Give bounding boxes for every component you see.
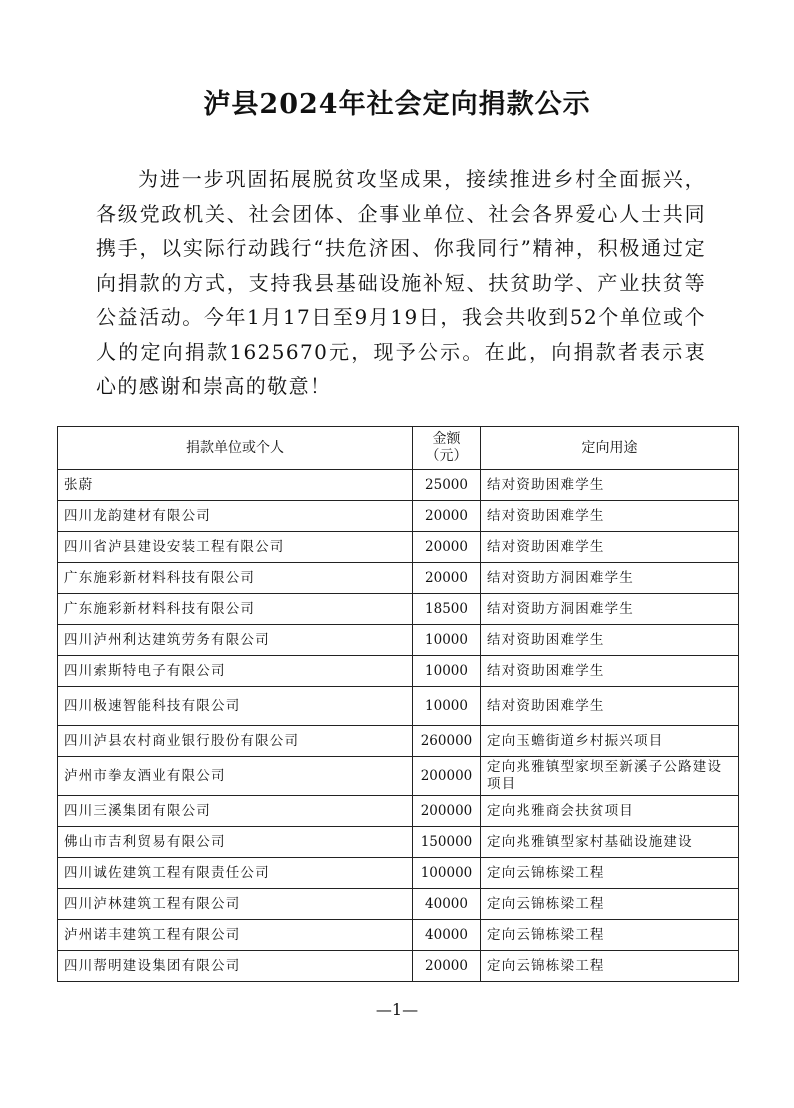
table-row — [58, 726, 739, 757]
purpose-cell: 结对资助困难学生 — [481, 501, 739, 532]
amount-cell: 25000 — [413, 470, 481, 501]
purpose-cell: 定向玉蟾街道乡村振兴项目 — [481, 726, 739, 757]
donor-cell: 四川三溪集团有限公司 — [58, 796, 413, 827]
table-row — [58, 920, 739, 951]
table-row — [58, 532, 739, 563]
amount-cell: 200000 — [413, 757, 481, 796]
table-row — [58, 951, 739, 982]
donor-cell: 四川泸县农村商业银行股份有限公司 — [58, 726, 413, 757]
purpose-cell: 结对资助困难学生 — [481, 470, 739, 501]
amount-cell: 18500 — [413, 594, 481, 625]
page-title: 泸县2024年社会定向捐款公示 — [203, 89, 591, 120]
purpose-cell: 结对资助困难学生 — [481, 687, 739, 726]
donor-cell: 四川极速智能科技有限公司 — [58, 687, 413, 726]
purpose-cell: 结对资助困难学生 — [481, 656, 739, 687]
purpose-cell: 定向云锦栋梁工程 — [481, 858, 739, 889]
table-row — [58, 501, 739, 532]
donor-cell: 四川泸州利达建筑劳务有限公司 — [58, 625, 413, 656]
table-row — [58, 827, 739, 858]
purpose-cell: 定向兆雅商会扶贫项目 — [481, 796, 739, 827]
table-row — [58, 625, 739, 656]
donor-cell: 泸州市拳友酒业有限公司 — [58, 757, 413, 796]
table-row — [58, 796, 739, 827]
table-row — [58, 594, 739, 625]
donor-cell: 四川诚佐建筑工程有限责任公司 — [58, 858, 413, 889]
amount-cell: 40000 — [413, 920, 481, 951]
donor-cell: 泸州诺丰建筑工程有限公司 — [58, 920, 413, 951]
table-row — [58, 687, 739, 726]
donor-cell: 广东施彩新材料科技有限公司 — [58, 594, 413, 625]
purpose-cell: 结对资助方洞困难学生 — [481, 563, 739, 594]
table-row — [58, 858, 739, 889]
purpose-cell: 结对资助方洞困难学生 — [481, 594, 739, 625]
donation-table — [57, 426, 739, 982]
header-amount — [413, 427, 481, 470]
amount-cell: 200000 — [413, 796, 481, 827]
donor-cell: 四川索斯特电子有限公司 — [58, 656, 413, 687]
amount-cell: 260000 — [413, 726, 481, 757]
amount-cell: 10000 — [413, 625, 481, 656]
purpose-cell: 定向云锦栋梁工程 — [481, 951, 739, 982]
header-amount-label: 金额 — [432, 431, 461, 447]
header-donor: 捐款单位或个人 — [58, 427, 413, 470]
purpose-cell: 定向云锦栋梁工程 — [481, 889, 739, 920]
donor-cell: 佛山市吉利贸易有限公司 — [58, 827, 413, 858]
amount-cell: 10000 — [413, 656, 481, 687]
purpose-cell: 定向兆雅镇型家坝至新溪子公路建设项目 — [481, 757, 739, 796]
amount-cell: 100000 — [413, 858, 481, 889]
donor-cell: 四川泸林建筑工程有限公司 — [58, 889, 413, 920]
page-number: —1— — [375, 1000, 419, 1019]
amount-cell: 150000 — [413, 827, 481, 858]
header-amount-unit: （元） — [425, 448, 468, 464]
amount-cell: 20000 — [413, 532, 481, 563]
purpose-cell: 结对资助困难学生 — [481, 532, 739, 563]
table-row — [58, 656, 739, 687]
donor-cell: 张蔚 — [58, 470, 413, 501]
amount-cell: 10000 — [413, 687, 481, 726]
table-row — [58, 563, 739, 594]
amount-cell: 20000 — [413, 501, 481, 532]
table-row — [58, 757, 739, 796]
purpose-cell: 结对资助困难学生 — [481, 625, 739, 656]
donor-cell: 广东施彩新材料科技有限公司 — [58, 563, 413, 594]
amount-cell: 40000 — [413, 889, 481, 920]
purpose-cell: 定向兆雅镇型家村基础设施建设 — [481, 827, 739, 858]
donor-cell: 四川帮明建设集团有限公司 — [58, 951, 413, 982]
donor-cell: 四川龙韵建材有限公司 — [58, 501, 413, 532]
intro-paragraph: 为进一步巩固拓展脱贫攻坚成果，接续推进乡村全面振兴，各级党政机关、社会团体、企事业单位、社会各界爱心人士共同携手，以实际行动践行“扶危济困、你我同行”精神，积极通过定向捐款的方式，支持我县基础设施补短、扶贫助学、产业扶贫等公益活动。今年1月17日至9月19日，我会共收到52个单位或个人的定向捐款1625670元，现予公示。在此，向捐款者表示衷心的感谢和崇高的敬意！ — [96, 167, 706, 398]
amount-cell: 20000 — [413, 563, 481, 594]
header-purpose: 定向用途 — [481, 427, 739, 470]
donor-cell: 四川省泸县建设安装工程有限公司 — [58, 532, 413, 563]
amount-cell: 20000 — [413, 951, 481, 982]
table-row — [58, 889, 739, 920]
table-header-row — [58, 427, 739, 470]
table-row — [58, 470, 739, 501]
purpose-cell: 定向云锦栋梁工程 — [481, 920, 739, 951]
